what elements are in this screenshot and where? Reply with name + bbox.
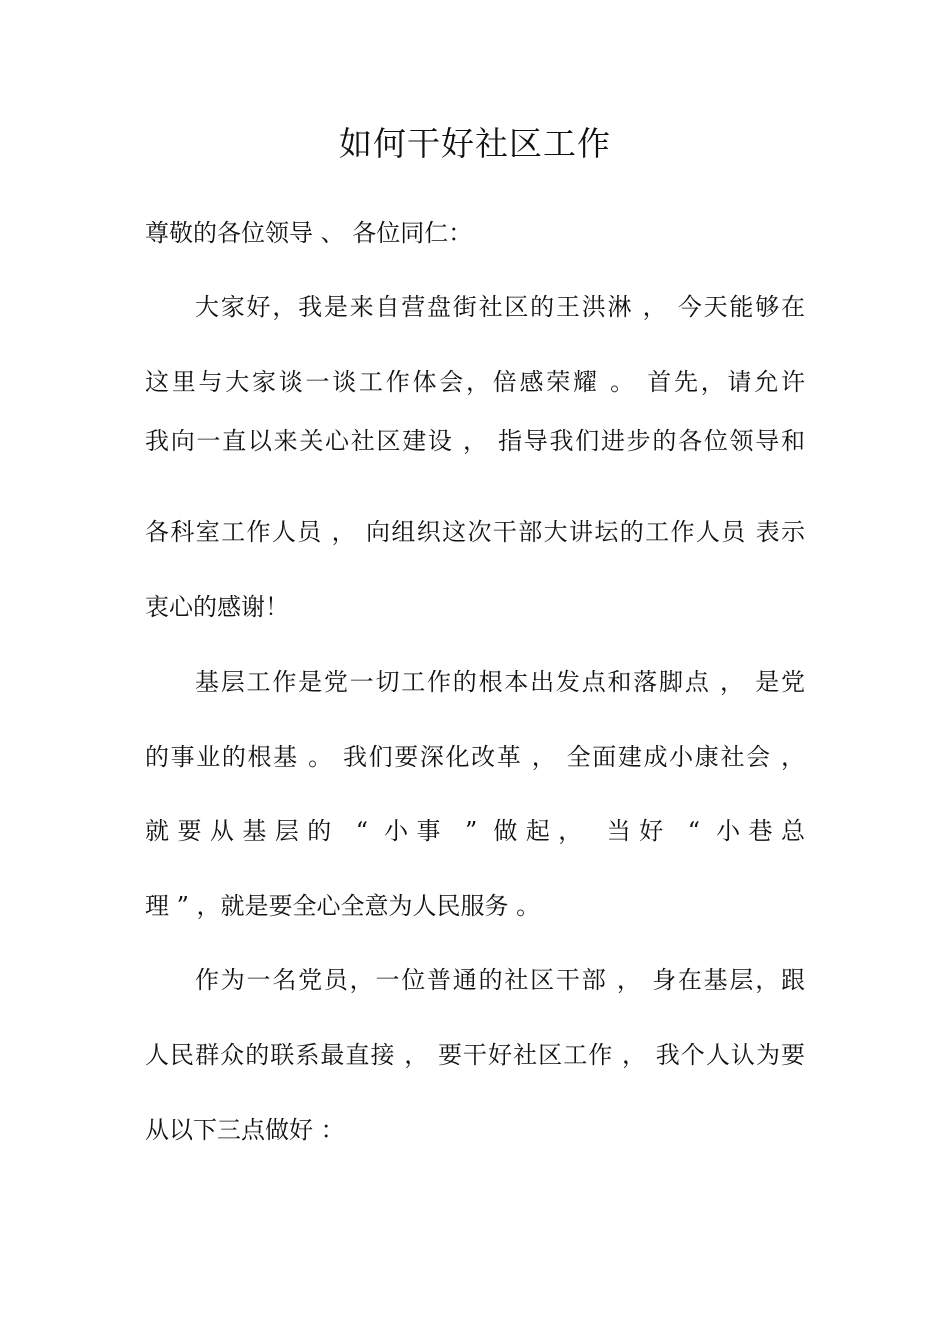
paragraph-2-line-2: 的事业的根基 。 我们要深化改革 ， 全面建成小康社会 ， — [145, 743, 805, 771]
salutation-line: 尊敬的各位领导 、 各位同仁： — [145, 219, 473, 247]
paragraph-2-line-4: 理 ” ，就是要全心全意为人民服务 。 — [145, 892, 541, 920]
paragraph-1-line-2: 这里与大家谈一谈工作体会，倍感荣耀 。 首先，请允许 — [145, 368, 805, 396]
paragraph-2-line-3: 就要从基层的 “ 小事 ” 做起， 当好 “ 小巷总 — [145, 817, 805, 845]
paragraph-1-line-1: 大家好，我是来自营盘街社区的王洪淋 ， 今天能够在 — [195, 293, 805, 321]
paragraph-3-line-2: 人民群众的联系最直接 ， 要干好社区工作 ， 我个人认为要 — [145, 1041, 805, 1069]
document-title: 如何干好社区工作 — [339, 124, 611, 163]
paragraph-1-line-3: 我向一直以来关心社区建设 ， 指导我们进步的各位领导和 — [145, 427, 805, 455]
paragraph-1-line-4: 各科室工作人员 ， 向组织这次干部大讲坛的工作人员 表示 — [145, 518, 805, 546]
paragraph-3-line-1: 作为一名党员，一位普通的社区干部 ， 身在基层，跟 — [195, 966, 805, 994]
paragraph-2-line-1: 基层工作是党一切工作的根本出发点和落脚点 ， 是党 — [195, 668, 805, 696]
paragraph-1-line-5: 衷心的感谢！ — [145, 593, 289, 621]
paragraph-3-line-3: 从以下三点做好 ： — [145, 1116, 345, 1144]
